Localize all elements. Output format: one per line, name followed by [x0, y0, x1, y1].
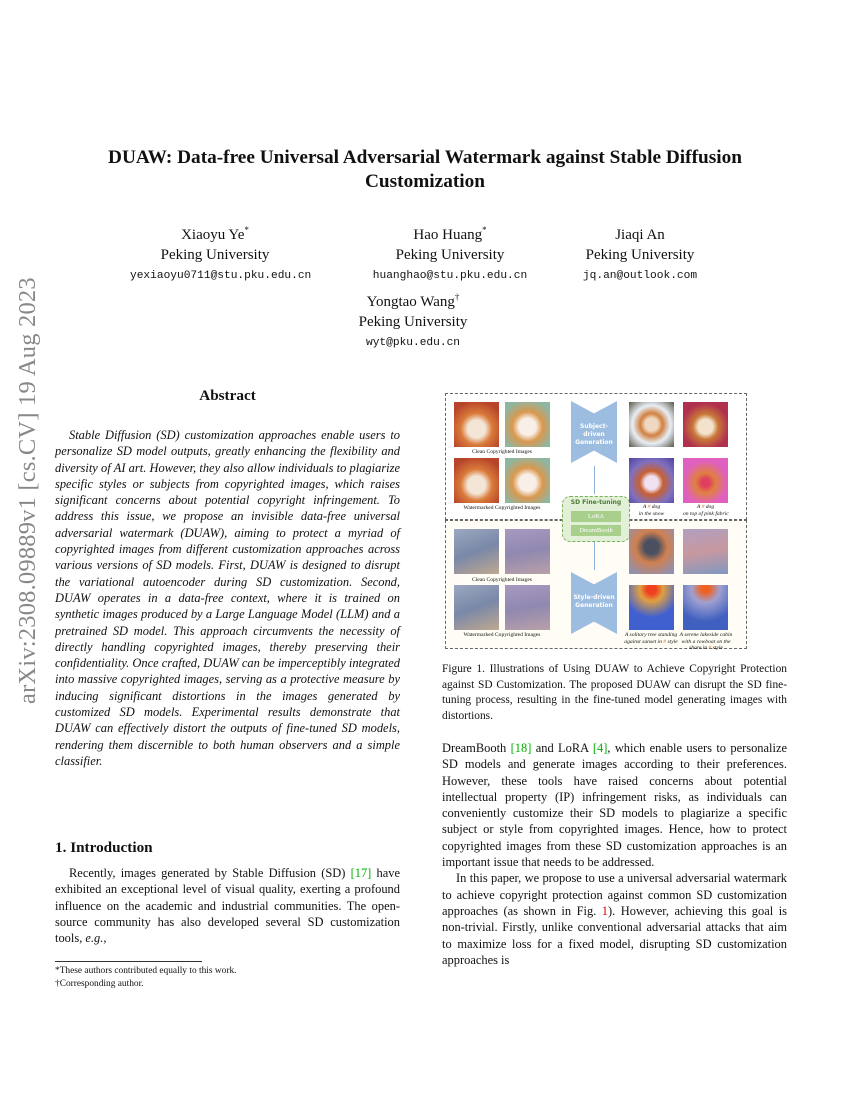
author-block	[130, 225, 312, 287]
abstract-text: Stable Diffusion (SD) customization approaches enable users to personalize SD model outputs, greatly enhancing the flexibility and diversity of AI art. However, they also allow individuals to plagiarize specific styles or subjects from copyrighted images, which raises significant concerns about potential copyright infringement. To address this issue, we propose an invisible data-free universal adversarial watermark (DUAW), aiming to protect a myriad of copyrighted images from different customization approaches across various versions of SD models. First, DUAW is designed to disrupt the variational autoencoder during SD customization. Second, DUAW operates in a data-free context, where it is trained on synthetic images produced by a Large Language Model (LLM) and a pretrained SD model. This approach circumvents the necessity of directly handling copyrighted images, thereby preserving their confidentiality. Once crafted, DUAW can be imperceptibly integrated into massive copyrighted images, serving as a protective measure by inducing significant distortions in the images generated by customized SD models. Experimental results demonstrate that DUAW can effectively distort the outputs of fine-tuned SD models, rendering them discernible to both human observers and a simple classifier.	[55, 428, 400, 768]
author-email[interactable]: jq.an@outlook.com	[582, 270, 698, 282]
prompt-label: A # dog on top of pink fabric	[683, 504, 729, 517]
author-name: Yongtao Wang	[366, 294, 455, 310]
author-name: Jiaqi An	[615, 227, 665, 243]
generated-painting-image	[683, 529, 728, 574]
generated-painting-image	[629, 529, 674, 574]
footnote: *These authors contributed equally to this work.	[55, 966, 237, 976]
citation-link[interactable]: [17]	[350, 866, 372, 880]
clean-painting-image	[505, 529, 550, 574]
text-run: e.g.	[85, 931, 104, 946]
citation-link[interactable]: [18]	[510, 741, 532, 755]
distorted-painting-image	[629, 585, 674, 630]
author-email[interactable]: huanghao@stu.pku.edu.cn	[372, 270, 528, 282]
watermarked-label: Watermarked Copyrighted Images	[463, 632, 541, 638]
dreambooth-pill: DreamBooth	[571, 525, 621, 536]
watermarked-dog-image	[454, 458, 499, 503]
text-run: ,	[103, 931, 107, 946]
author-block	[338, 292, 488, 354]
abstract-heading: Abstract	[199, 387, 256, 404]
right-column	[442, 740, 787, 968]
section-heading: 1. Introduction	[55, 839, 153, 856]
text-run: ). However, achieving this goal is non-trivial. Firstly, unlike conventional adversarial attacks that aim to maximize loss for a fixed model, disrupting SD customization approaches is	[442, 903, 787, 967]
body-paragraph	[442, 870, 787, 968]
author-name: Xiaoyu Ye	[181, 227, 245, 243]
author-mark: †	[454, 292, 460, 302]
prompt-label: A solitary tree standing against sunset in # style	[624, 632, 678, 645]
author-affiliation: Peking University	[160, 247, 270, 263]
footnote: †Corresponding author.	[55, 979, 144, 989]
author-block	[350, 225, 550, 287]
body-paragraph	[442, 740, 787, 870]
text-run: DreamBooth	[442, 741, 511, 755]
watermarked-painting-image	[454, 585, 499, 630]
style-generation-label: Style-driven Generation	[573, 594, 615, 609]
generated-dog-image	[683, 402, 728, 447]
text-run: In this paper, we propose to use a universal adversarial watermark to achieve copyright protection against common SD customization approaches (as shown in Fig.	[442, 871, 787, 918]
author-affiliation: Peking University	[358, 314, 468, 330]
double-arrow-icon	[594, 542, 595, 570]
text-run: Recently, images generated by Stable Diffusion (SD)	[69, 866, 351, 880]
watermarked-label: Watermarked Copyrighted Images	[463, 505, 541, 511]
distorted-painting-image	[683, 585, 728, 630]
author-name: Hao Huang	[413, 227, 483, 243]
watermarked-dog-image	[505, 458, 550, 503]
figure-1	[442, 392, 750, 650]
text-run: , which enable users to personalize SD models and generate images according to their preferences. However, these tools have raised concerns about potential intellectual property (IP) infringement risks, as individuals can conveniently customize their SD models to plagiarize a specific subject or style from copyrighted images. Hence, how to protect copyrighted images from these SD customization approaches is an important issue that needs to be addressed.	[442, 741, 788, 870]
double-arrow-icon	[594, 466, 595, 494]
clean-label: Clean Copyrighted Images	[472, 449, 532, 455]
distorted-dog-image	[683, 458, 728, 503]
abstract	[55, 427, 400, 769]
text-run: have exhibited an exceptional level of visual quality, exerting a profound influence on the academic and industrial communities. The open-source community has also developed several SD customization tools,	[55, 866, 400, 946]
figure-reference-link[interactable]: 1	[601, 903, 609, 918]
citation-link[interactable]: [4]	[592, 741, 608, 755]
author-block	[565, 225, 715, 287]
author-affiliation: Peking University	[395, 247, 505, 263]
footnote-rule	[55, 961, 202, 962]
author-mark: *	[244, 225, 249, 235]
clean-dog-image	[454, 402, 499, 447]
intro-column	[55, 865, 400, 946]
sd-finetuning-box	[562, 496, 630, 542]
text-run: and LoRA	[531, 741, 593, 755]
generated-dog-image	[629, 402, 674, 447]
clean-label: Clean Copyrighted Images	[472, 577, 532, 583]
prompt-label: A serene lakeside cabin with a rowboat on the shore in # style	[679, 632, 733, 651]
author-mark: *	[482, 225, 487, 235]
paper-title: DUAW: Data-free Universal Adversarial Watermark against Stable Diffusion Customization	[108, 147, 742, 192]
clean-painting-image	[454, 529, 499, 574]
intro-paragraph	[55, 865, 400, 946]
prompt-label: A # dog in the snow	[638, 504, 665, 517]
distorted-dog-image	[629, 458, 674, 503]
author-email[interactable]: yexiaoyu0711@stu.pku.edu.cn	[130, 270, 312, 282]
sd-finetuning-label: SD Fine-tuning	[570, 499, 622, 506]
clean-dog-image	[505, 402, 550, 447]
author-email[interactable]: wyt@pku.edu.cn	[366, 337, 460, 349]
watermarked-painting-image	[505, 585, 550, 630]
arxiv-identifier: arXiv:2308.09889v1 [cs.CV] 19 Aug 2023	[14, 277, 41, 704]
lora-pill: LoRA	[571, 511, 621, 522]
subject-generation-label: Subject-driven Generation	[575, 423, 613, 446]
author-affiliation: Peking University	[585, 247, 695, 263]
figure-caption: Figure 1. Illustrations of Using DUAW to Achieve Copyright Protection against SD Customization. The proposed DUAW can disrupt the SD fine-tuning process, resulting in the fine-tuned model generating images with distortions.	[442, 663, 787, 722]
